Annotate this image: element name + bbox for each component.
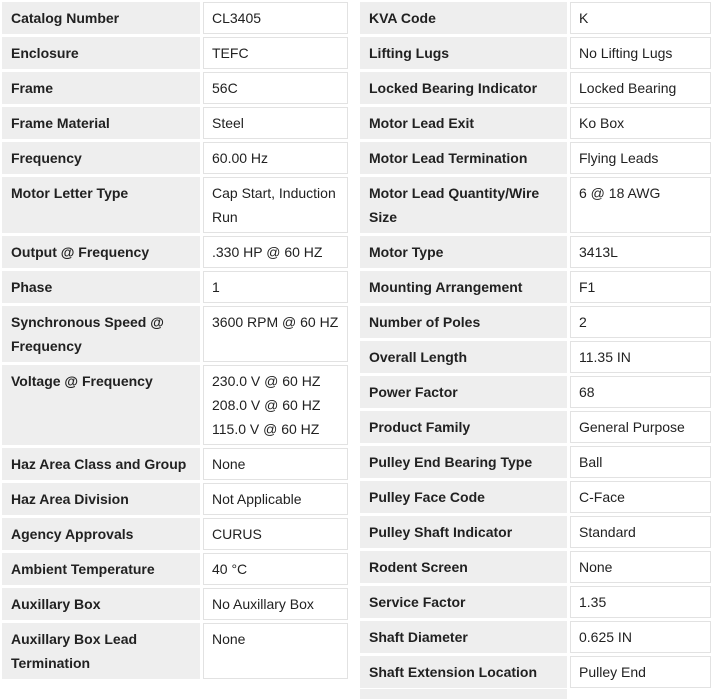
spec-label: Lifting Lugs — [360, 37, 567, 69]
spec-label: Frequency — [2, 142, 200, 174]
spec-row — [360, 411, 711, 443]
spec-row — [2, 271, 348, 303]
spec-value-line: .330 HP @ 60 HZ — [212, 244, 323, 260]
spec-label: Frame — [2, 72, 200, 104]
spec-label: Pulley Shaft Indicator — [360, 516, 567, 548]
spec-value — [203, 365, 348, 445]
spec-label: Haz Area Class and Group — [2, 448, 200, 480]
spec-row — [360, 446, 711, 478]
spec-value — [203, 306, 348, 362]
spec-value-line: No Lifting Lugs — [579, 45, 673, 61]
spec-value-line: 2 — [579, 314, 587, 330]
spec-label: Pulley Face Code — [360, 481, 567, 513]
spec-value-line: Steel — [212, 115, 244, 131]
spec-value-line: 1.35 — [579, 594, 607, 610]
spec-value-line: 3600 RPM @ 60 HZ — [212, 314, 339, 330]
spec-value — [570, 621, 711, 653]
spec-value-line: 68 — [579, 384, 595, 400]
spec-value-line: TEFC — [212, 45, 249, 61]
spec-value — [570, 341, 711, 373]
spec-value-line: 3413L — [579, 244, 618, 260]
spec-value-line: 0.625 IN — [579, 629, 632, 645]
spec-value — [570, 446, 711, 478]
spec-value-line: Flying Leads — [579, 150, 659, 166]
spec-label: Power Factor — [360, 376, 567, 408]
spec-value-line: No Auxillary Box — [212, 596, 314, 612]
spec-row — [2, 2, 348, 34]
spec-value — [203, 37, 348, 69]
spec-row — [2, 588, 348, 620]
spec-value-line: 40 °C — [212, 561, 248, 577]
spec-row — [360, 656, 711, 688]
spec-value-line: CL3405 — [212, 10, 262, 26]
spec-value-line: Not Applicable — [212, 491, 302, 507]
spec-label: Service Factor — [360, 586, 567, 618]
spec-value — [203, 623, 348, 679]
spec-row — [360, 481, 711, 513]
spec-label: Locked Bearing Indicator — [360, 72, 567, 104]
spec-value-line: Cap Start, Induction Run — [212, 185, 336, 225]
spec-value-line: Ko Box — [579, 115, 625, 131]
spec-table-left — [2, 2, 348, 688]
spec-row — [360, 236, 711, 268]
spec-value — [570, 306, 711, 338]
spec-value — [570, 271, 711, 303]
spec-value — [203, 553, 348, 585]
spec-label: Mounting Arrangement — [360, 271, 567, 303]
spec-value — [570, 376, 711, 408]
spec-value-line: Pulley End — [579, 664, 646, 680]
spec-label: Rodent Screen — [360, 551, 567, 583]
spec-value — [570, 72, 711, 104]
spec-row — [2, 107, 348, 139]
spec-label: Product Family — [360, 411, 567, 443]
spec-value — [570, 107, 711, 139]
spec-row — [2, 177, 348, 233]
spec-label: Motor Letter Type — [2, 177, 200, 233]
spec-value — [570, 551, 711, 583]
spec-value — [203, 236, 348, 268]
spec-row — [360, 37, 711, 69]
spec-value — [570, 2, 711, 34]
spec-label: Motor Lead Exit — [360, 107, 567, 139]
spec-label: KVA Code — [360, 2, 567, 34]
spec-row — [360, 142, 711, 174]
spec-value-line: 115.0 V @ 60 HZ — [212, 421, 320, 437]
spec-row — [360, 306, 711, 338]
spec-value — [570, 586, 711, 618]
spec-value-line: Standard — [579, 524, 636, 540]
spec-row — [360, 271, 711, 303]
spec-value-line: 6 @ 18 AWG — [579, 185, 661, 201]
spec-row — [2, 623, 348, 679]
spec-label: Overall Length — [360, 341, 567, 373]
spec-value-line: 1 — [212, 279, 220, 295]
spec-row — [360, 341, 711, 373]
spec-label: Output @ Frequency — [2, 236, 200, 268]
spec-value — [203, 2, 348, 34]
spec-value-line: C-Face — [579, 489, 625, 505]
spec-value-line: 60.00 Hz — [212, 150, 269, 166]
spec-value — [203, 107, 348, 139]
spec-label: Voltage @ Frequency — [2, 365, 200, 445]
spec-row — [2, 518, 348, 550]
spec-row — [360, 516, 711, 548]
spec-value-line: 56C — [212, 80, 238, 96]
spec-value-line: None — [212, 456, 246, 472]
spec-value — [570, 411, 711, 443]
spec-value-line: K — [579, 10, 589, 26]
spec-row — [2, 37, 348, 69]
spec-label: Catalog Number — [2, 2, 200, 34]
spec-table-right — [360, 2, 711, 688]
spec-value — [203, 518, 348, 550]
spec-row — [2, 483, 348, 515]
spec-label: Phase — [2, 271, 200, 303]
spec-value — [570, 37, 711, 69]
spec-label: Number of Poles — [360, 306, 567, 338]
spec-row — [2, 306, 348, 362]
spec-value-line: Locked Bearing — [579, 80, 677, 96]
spec-row — [360, 177, 711, 233]
spec-value — [203, 588, 348, 620]
spec-row — [2, 236, 348, 268]
spec-label: Auxillary Box — [2, 588, 200, 620]
spec-row — [360, 586, 711, 618]
spec-value — [570, 177, 711, 233]
spec-label: Ambient Temperature — [2, 553, 200, 585]
spec-value — [570, 236, 711, 268]
spec-value-line: 11.35 IN — [579, 349, 631, 365]
spec-label: Shaft Diameter — [360, 621, 567, 653]
spec-value-line: CURUS — [212, 526, 262, 542]
spec-value — [203, 271, 348, 303]
spec-value-line: None — [579, 559, 613, 575]
spec-value — [570, 142, 711, 174]
spec-row — [2, 365, 348, 445]
spec-label: Pulley End Bearing Type — [360, 446, 567, 478]
spec-label: Auxillary Box Lead Termination — [2, 623, 200, 679]
spec-value — [570, 656, 711, 688]
spec-row — [360, 107, 711, 139]
spec-value-line: F1 — [579, 279, 596, 295]
spec-row — [360, 621, 711, 653]
spec-value — [203, 177, 348, 233]
spec-row — [360, 551, 711, 583]
spec-label: Motor Lead Termination — [360, 142, 567, 174]
spec-row — [360, 72, 711, 104]
spec-value — [570, 516, 711, 548]
spec-row — [2, 72, 348, 104]
spec-label: Frame Material — [2, 107, 200, 139]
spec-row — [2, 448, 348, 480]
spec-label: Shaft Extension Location — [360, 656, 567, 688]
spec-row — [360, 376, 711, 408]
spec-label: Enclosure — [2, 37, 200, 69]
spec-value — [570, 481, 711, 513]
spec-value — [203, 483, 348, 515]
spec-label: Synchronous Speed @ Frequency — [2, 306, 200, 362]
spec-row — [2, 553, 348, 585]
spec-label: Motor Lead Quantity/Wire Size — [360, 177, 567, 233]
spec-value-line: None — [212, 631, 246, 647]
spec-value — [203, 448, 348, 480]
spec-row — [360, 2, 711, 34]
spec-value-line: General Purpose — [579, 419, 685, 435]
spec-value-line: 230.0 V @ 60 HZ — [212, 373, 321, 389]
spec-label: Agency Approvals — [2, 518, 200, 550]
spec-row — [2, 142, 348, 174]
spec-label: Haz Area Division — [2, 483, 200, 515]
spec-value — [203, 142, 348, 174]
spec-value — [203, 72, 348, 104]
spec-label: Motor Type — [360, 236, 567, 268]
spec-value-line: 208.0 V @ 60 HZ — [212, 397, 321, 413]
spec-value-line: Ball — [579, 454, 603, 470]
